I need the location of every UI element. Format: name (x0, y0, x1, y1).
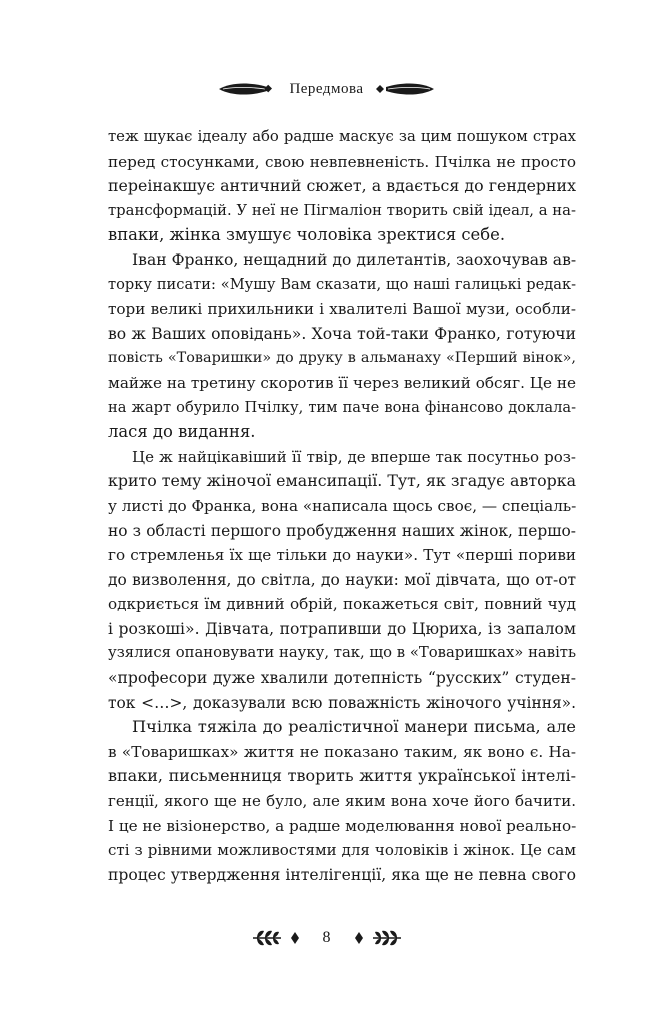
text-line: торку писати: «Мушу Вам сказати, що наші галицькі редак- (108, 275, 576, 293)
text-line: повість «Товаришки» до друку в альманаху «Перший вінок», (108, 350, 576, 367)
text-line: і розкоші». Дівчата, потрапивши до Цюриха, із запалом (108, 619, 576, 638)
text-line: тори великі прихильники і хвалителі Вашої музи, особли- (108, 300, 576, 319)
page-body-text (108, 125, 576, 887)
page-footer (0, 925, 653, 951)
text-line: Іван Франко, нещадний до дилетантів, заохочував ав- (132, 250, 577, 269)
text-line: процес утвердження інтелігенції, яка ще не певна свого (108, 865, 576, 884)
right-feather-ornament-icon (376, 80, 436, 98)
text-line: но з області першого пробудження наших жінок, першо- (108, 521, 576, 540)
text-line: крито тему жіночої емансипації. Тут, як згадує авторка (108, 471, 576, 491)
text-line: трансформацій. У неї не Пігмаліон творить свій ідеал, а на- (108, 201, 576, 219)
text-line: одкриється їм дивний обрій, покажеться світ, повний чуд (108, 595, 576, 614)
text-line: переінакшує античний сюжет, а вдається до гендерних (108, 176, 576, 196)
text-line: у листі до Франка, вона «написала щось своє, — спеціаль- (108, 496, 577, 515)
right-leaf-ornament-icon (353, 927, 403, 949)
left-leaf-ornament-icon (251, 927, 301, 949)
page-number: 8 (322, 929, 331, 946)
running-header (0, 76, 653, 102)
text-line: впаки, письменниця творить життя української інтелі- (108, 766, 576, 786)
text-line: впаки, жінка змушує чоловіка зректися себе. (108, 225, 506, 245)
text-line: до визволення, до світла, до науки: мої дівчата, що от-от (108, 570, 576, 589)
text-line: на жарт обурило Пчілку, тим паче вона фінансово доклала- (108, 398, 576, 416)
text-line: «професори дуже хвалили дотепність “русских” студен- (108, 669, 576, 688)
text-line: сті з рівними можливостями для чоловіків і жінок. Це сам (108, 841, 576, 860)
text-line: Це ж найцікавіший її твір, де вперше так посутньо роз- (132, 447, 576, 466)
text-line: генції, якого ще не було, але яким вона хоче його бачити. (108, 792, 576, 811)
text-line: ток <…>, доказували всю поважність жіночого учіння». (108, 693, 576, 712)
text-line: во ж Ваших оповідань». Хоча той-таки Франко, готуючи (108, 324, 576, 343)
text-line: теж шукає ідеалу або радше маскує за цим пошуком страх (108, 128, 576, 145)
text-line: го стремленья їх ще тільки до науки». Тут «перші пориви (108, 546, 576, 565)
left-feather-ornament-icon (217, 80, 277, 98)
text-line: І це не візіонерство, а радше моделювання нової реально- (108, 816, 577, 835)
text-line: в «Товаришках» життя не показано таким, як воно є. На- (108, 742, 576, 761)
section-title: Передмова (289, 80, 364, 97)
text-line: узялися опановувати науку, так, що в «Товаришках» навіть (108, 644, 577, 662)
text-line: Пчілка тяжіла до реалістичної манери письма, але (132, 717, 576, 737)
text-line: майже на третину скоротив її через великий обсяг. Це не (108, 373, 576, 392)
text-line: перед стосунками, свою невпевненість. Пчілка не просто (108, 152, 576, 171)
text-line: лася до видання. (108, 422, 256, 442)
